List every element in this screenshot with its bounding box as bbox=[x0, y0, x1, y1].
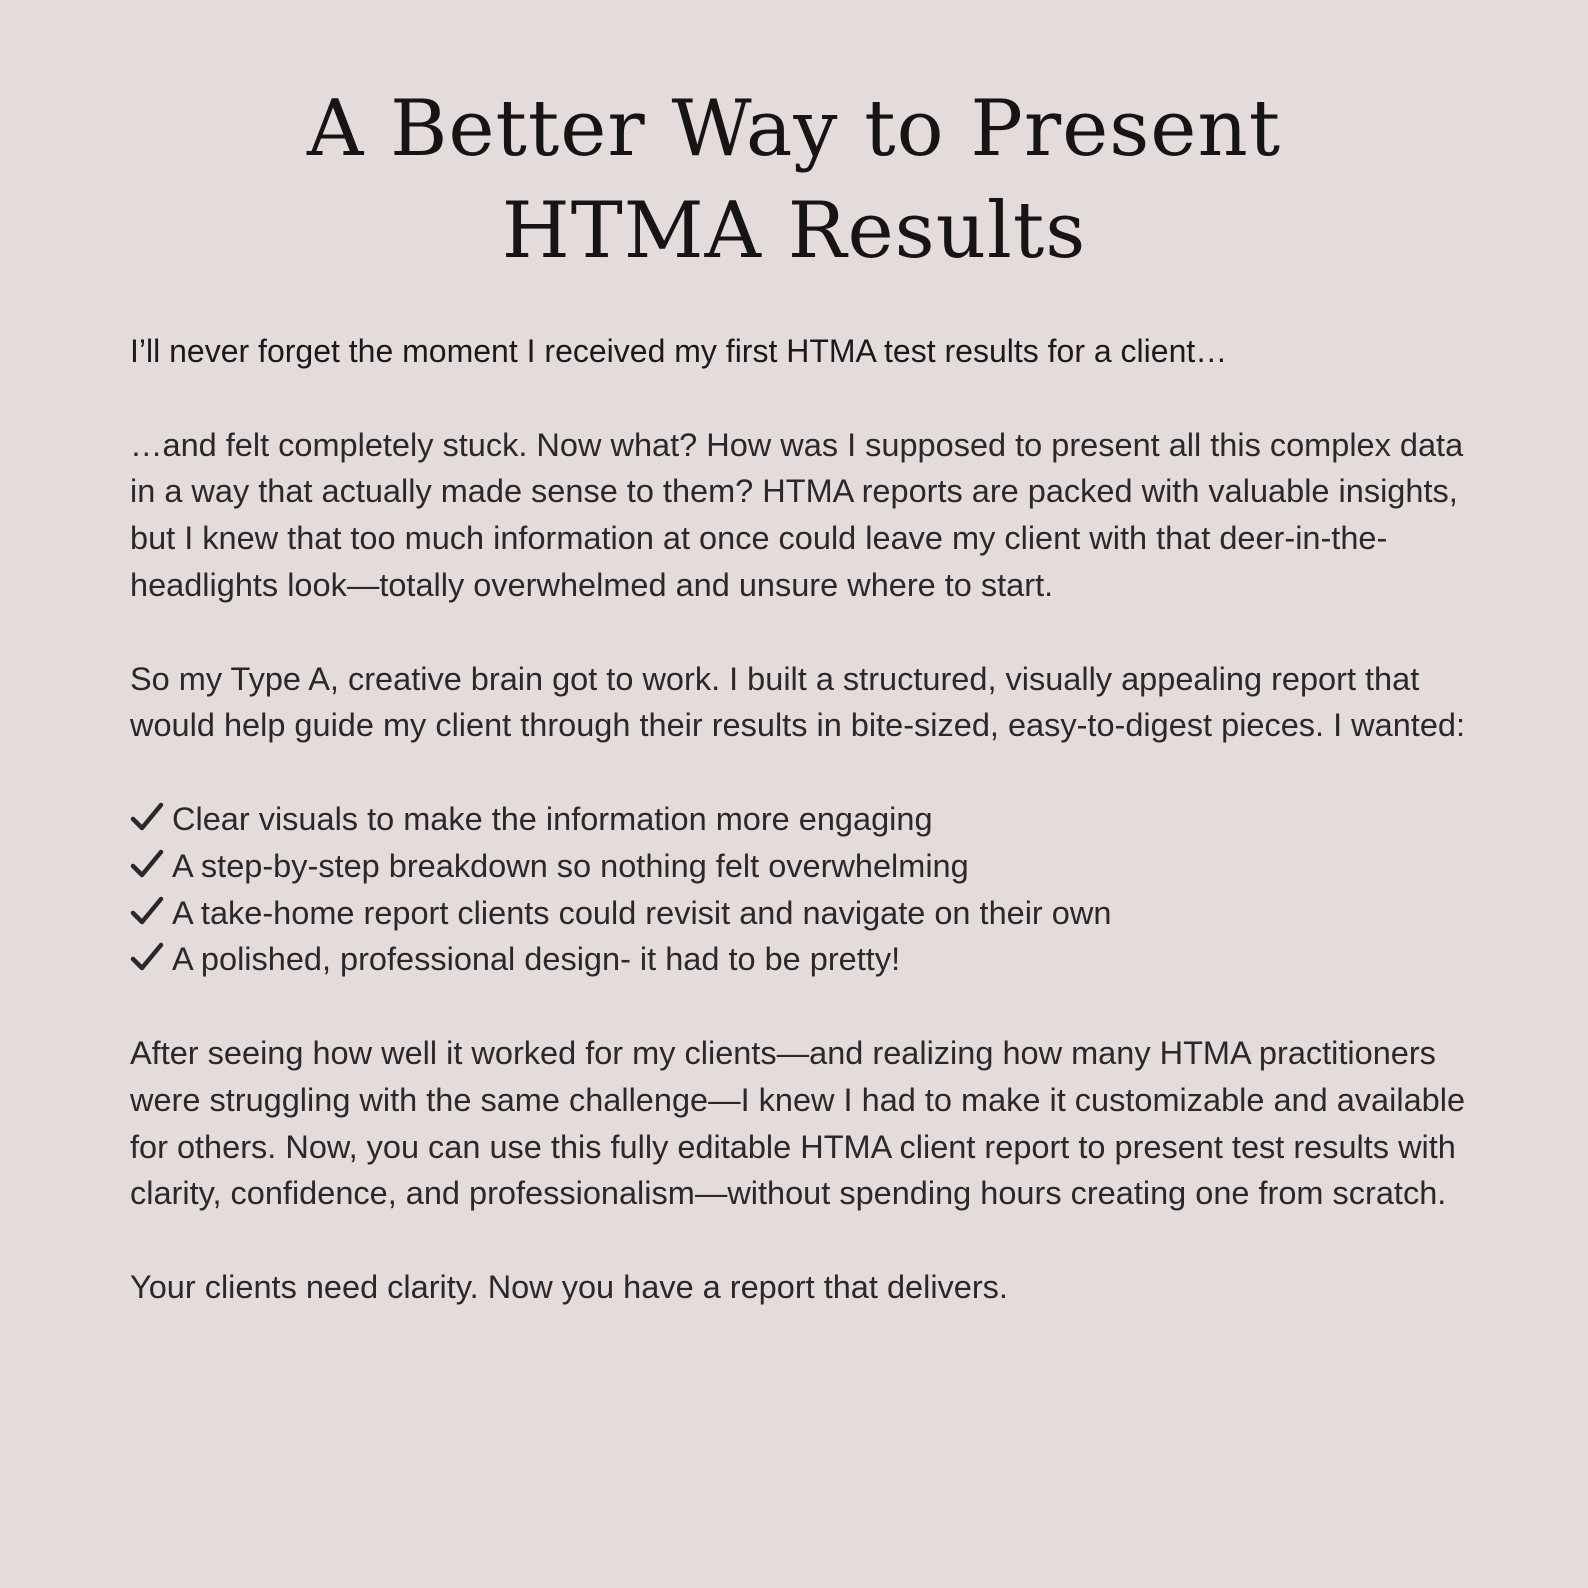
paragraph-stuck: …and felt completely stuck. Now what? How was I supposed to present all this complex data in a way that actually made sense to them? HTMA reports are packed with valuable insights, but I knew that too much information at once could leave my client with that deer-in-the-headlights look—totally overwhelmed and unsure where to start. bbox=[130, 426, 1464, 603]
checklist-item-text: A step-by-step breakdown so nothing felt overwhelming bbox=[172, 847, 969, 884]
paragraph-closing: After seeing how well it worked for my clients—and realizing how many HTMA practitioners were struggling with the same challenge—I knew I had to make it customizable and available for others. Now, you can use this fully editable HTMA client report to present test results with clarity, confidence, and professionalism—without spending hours creating one from scratch. bbox=[130, 1034, 1466, 1212]
checklist-item bbox=[130, 796, 1470, 843]
checklist-item bbox=[130, 843, 1470, 890]
paragraph-type-a: So my Type A, creative brain got to work. I built a structured, visually appealing report that would help guide my client through their results in bite-sized, easy-to-digest pieces. I wanted: bbox=[130, 660, 1466, 744]
intro-paragraph: I’ll never forget the moment I received my first HTMA test results for a client… bbox=[130, 333, 1228, 369]
body-content bbox=[130, 328, 1470, 1358]
checklist-item-text: A polished, professional design- it had to be pretty! bbox=[172, 941, 901, 978]
checklist-item-text: A take-home report clients could revisit and navigate on their own bbox=[172, 894, 1112, 931]
checklist-item-text: Clear visuals to make the information more engaging bbox=[172, 800, 933, 837]
check-icon bbox=[130, 895, 164, 929]
check-icon bbox=[130, 848, 164, 882]
page-title bbox=[0, 78, 1588, 282]
checklist-item bbox=[130, 936, 1470, 983]
title-line-2: HTMA Results bbox=[501, 186, 1087, 276]
checklist-item bbox=[130, 890, 1470, 937]
check-icon bbox=[130, 801, 164, 835]
checklist bbox=[130, 796, 1470, 983]
tagline: Your clients need clarity. Now you have a report that delivers. bbox=[130, 1268, 1008, 1305]
title-line-1: A Better Way to Present bbox=[306, 84, 1282, 174]
check-icon bbox=[130, 941, 164, 975]
